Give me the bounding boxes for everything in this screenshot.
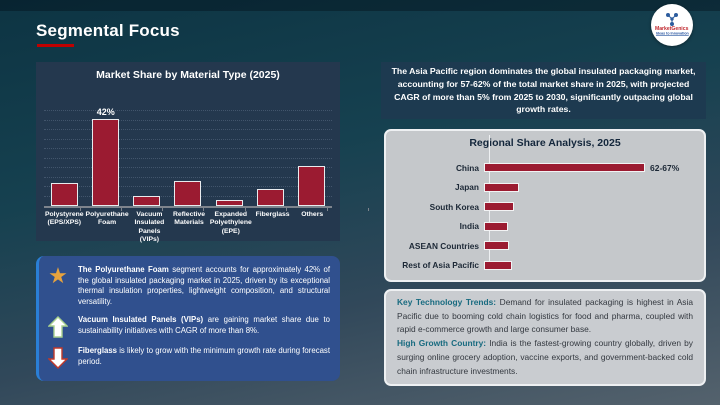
- x-axis-label: Polystyrene (EPS/XPS): [45, 211, 84, 227]
- regional-label: India: [459, 221, 479, 232]
- insight-text: [78, 265, 330, 307]
- bar-column-2: [85, 107, 126, 206]
- regional-label: China: [455, 162, 479, 173]
- bar-column-4: [167, 181, 208, 206]
- x-axis-label: Reflective Materials: [172, 211, 206, 227]
- insight-text: [78, 346, 330, 367]
- regional-row-india: [386, 217, 704, 237]
- x-axis-label: Fiberglass: [255, 211, 290, 218]
- bar-polystyrene-eps-xps-: [51, 183, 78, 206]
- regional-bar-value: 62-67%: [650, 162, 680, 173]
- regional-bar: [484, 183, 519, 192]
- regional-label: Japan: [455, 182, 479, 193]
- bar-column-6: [250, 189, 291, 206]
- regional-row-south-korea: [386, 197, 704, 217]
- callout-text: The Asia Pacific region dominates the global insulated packaging market, accounting for 57-62% of the total market share in 2025, with projected CAGR of more than 5% from 2025 to 2030, significantly outpacing global growth rates.: [391, 66, 696, 115]
- note-label: High Growth Country:: [397, 338, 487, 349]
- regional-row-rest-of-asia-pacific: [386, 256, 704, 276]
- insight-bold: The Polyurethane Foam: [78, 265, 169, 274]
- title-underline: [37, 44, 74, 47]
- material-chart-plot: [44, 102, 332, 206]
- regional-chart-rows: [386, 158, 704, 275]
- insight-body: segment accounts for approximately 42% of the global insulated packaging market in 2025, driven by its exceptional thermal insulation properties, lightweight composition, and structural versatility.: [78, 265, 330, 306]
- regional-chart-panel: [384, 129, 706, 282]
- bar-reflective-materials: [174, 181, 201, 206]
- note-body: India is the fastest-growing country globally, driven by surging online grocery adoption, vaccine exports, and government-backed cold chain infrastructure investments.: [397, 338, 693, 376]
- top-strip: [0, 0, 720, 11]
- axis-tick: [368, 208, 369, 211]
- regional-label: South Korea: [429, 201, 479, 212]
- insight-bold: Vacuum Insulated Panels (VIPs): [78, 315, 204, 325]
- asia-pacific-callout: [381, 62, 706, 119]
- note-high-growth-country: [397, 337, 693, 378]
- bar-others: [298, 166, 325, 206]
- material-chart-panel: [36, 62, 340, 244]
- bar-vacuum-insulated-panels-vips-: [133, 196, 160, 206]
- insights-box: [36, 256, 340, 381]
- insight-fiberglass: [45, 346, 330, 369]
- bar-value-label: 42%: [96, 107, 115, 117]
- arrow-down-icon: [45, 346, 71, 369]
- insight-polyurethane: [45, 265, 330, 307]
- insight-text: [78, 315, 330, 336]
- regional-notes-box: [384, 289, 706, 386]
- regional-bar: [484, 222, 508, 231]
- molecule-icon: [665, 13, 679, 26]
- x-axis-label: Others: [301, 211, 324, 218]
- x-axis-label: Vacuum Insulated Panels (VIPs): [134, 211, 165, 244]
- bar-fiberglass: [257, 189, 284, 206]
- insight-vips: [45, 315, 330, 338]
- company-logo: [651, 4, 693, 46]
- arrow-up-icon: [45, 315, 71, 338]
- note-technology-trends: [397, 296, 693, 337]
- regional-bar: [484, 241, 509, 250]
- material-chart-title: Market Share by Material Type (2025): [96, 69, 280, 81]
- bar-column-1: [44, 183, 85, 206]
- x-axis-label: Polyurethane Foam: [85, 211, 129, 227]
- regional-label: ASEAN Countries: [408, 240, 479, 251]
- regional-chart-title: Regional Share Analysis, 2025: [469, 137, 621, 149]
- bar-column-3: [126, 196, 167, 206]
- insight-body: is likely to grow with the minimum growth rate during forecast period.: [78, 346, 330, 366]
- x-axis-label: Expanded Polyethylene (EPE): [209, 211, 252, 235]
- page-title: Segmental Focus: [36, 21, 180, 40]
- note-body: Demand for insulated packaging is highest in Asia Pacific due to booming cold chain logistics for food and pharma, coupled with rapid e-commerce growth and large consumer base.: [397, 297, 694, 335]
- insight-bold: Fiberglass: [78, 346, 117, 356]
- material-chart-labels: [44, 211, 332, 245]
- bar-column-7: [291, 166, 332, 206]
- regional-bar: [484, 163, 645, 172]
- regional-row-asean-countries: [386, 236, 704, 256]
- regional-bar: [484, 202, 514, 211]
- star-icon: ★: [48, 263, 68, 288]
- material-chart-x-axis: [44, 206, 332, 208]
- regional-bar: [484, 261, 512, 270]
- logo-tagline: Ideas to Innovation: [655, 32, 689, 36]
- bar-polyurethane-foam: [92, 119, 119, 206]
- regional-row-china: [386, 158, 704, 178]
- insight-body: are gaining market share due to sustainability initiatives with CAGR of more than 8%.: [78, 315, 330, 335]
- logo-brand: MarketGenics: [655, 26, 689, 32]
- regional-label: Rest of Asia Pacific: [402, 260, 479, 271]
- note-label: Key Technology Trends:: [397, 297, 497, 307]
- regional-row-japan: [386, 178, 704, 198]
